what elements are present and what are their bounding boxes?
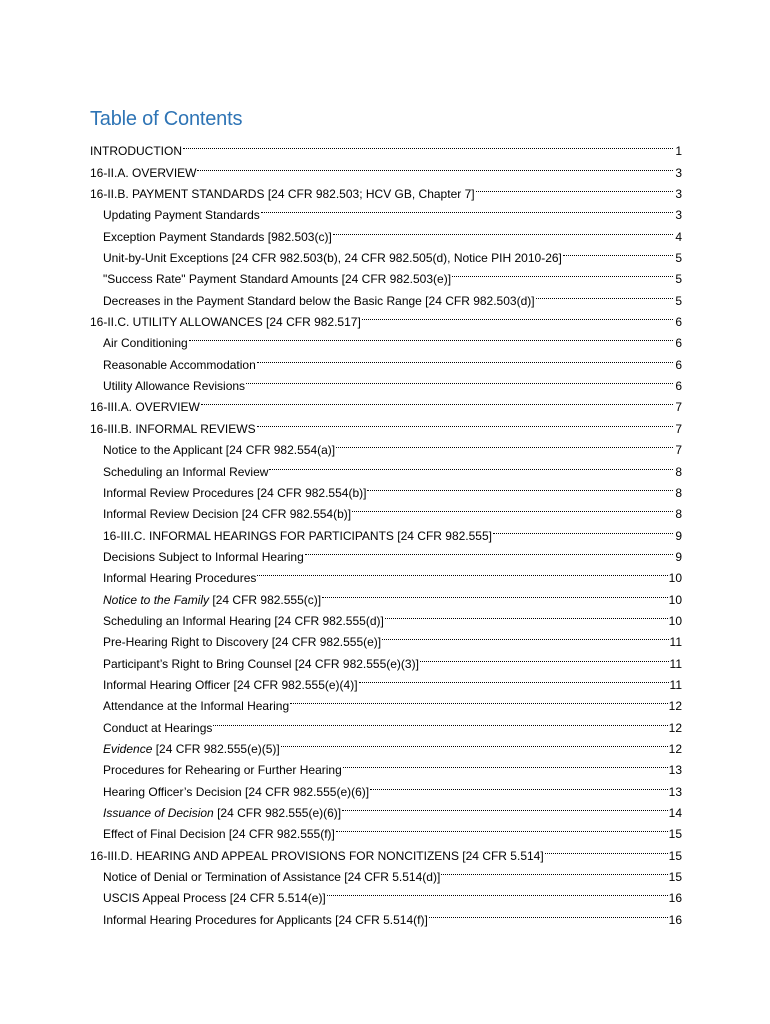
toc-entry-label-text: Air Conditioning bbox=[103, 336, 188, 351]
toc-page-number[interactable]: 12 bbox=[668, 720, 682, 735]
toc-entry-label[interactable] bbox=[103, 782, 369, 803]
toc-entry-label-text: Unit-by-Unit Exceptions [24 CFR 982.503(b), 24 CFR 982.505(d), Notice PIH 2010-26] bbox=[103, 251, 562, 266]
toc-entry-label[interactable] bbox=[103, 718, 212, 739]
toc-page-number[interactable]: 7 bbox=[675, 421, 682, 436]
toc-entry-label-text: Hearing Officer’s Decision [24 CFR 982.555(e)(6)] bbox=[103, 784, 370, 799]
toc-page-number[interactable]: 15 bbox=[668, 848, 682, 863]
toc-dot-leader bbox=[359, 668, 669, 689]
toc-dot-leader bbox=[563, 241, 673, 262]
toc-entry-label-text: Exception Payment Standards [982.503(c)] bbox=[103, 229, 332, 244]
toc-entry-label[interactable] bbox=[103, 739, 280, 760]
toc-page-number[interactable]: 7 bbox=[675, 443, 682, 458]
toc-entry-label-text: Informal Review Procedures [24 CFR 982.554(b)] bbox=[103, 485, 367, 500]
toc-page-number[interactable]: 11 bbox=[669, 656, 682, 671]
toc-dot-leader bbox=[370, 774, 668, 795]
toc-dot-leader bbox=[382, 625, 668, 646]
toc-page-number[interactable]: 6 bbox=[675, 379, 682, 394]
toc-entry-label[interactable] bbox=[103, 333, 188, 354]
toc-entry-label-text: [24 CFR 982.555(e)(6)] bbox=[213, 806, 342, 820]
toc-entry-label-text: Notice to the Applicant [24 CFR 982.554(a)] bbox=[103, 443, 336, 458]
toc-entry-label-text: 16-II.B. PAYMENT STANDARDS [24 CFR 982.503; HCV GB, Chapter 7] bbox=[90, 187, 475, 202]
toc-page-number[interactable]: 5 bbox=[675, 272, 682, 287]
toc-dot-leader bbox=[536, 283, 673, 304]
toc-entry-label-text: Participant’s Right to Bring Counsel [24 CFR 982.555(e)(3)] bbox=[103, 656, 419, 671]
toc-entry-label-text: 16-III.C. INFORMAL HEARINGS FOR PARTICIPANTS [24 CFR 982.555] bbox=[103, 528, 492, 543]
toc-entry-label-text: Decreases in the Payment Standard below the Basic Range [24 CFR 982.503(d)] bbox=[103, 293, 535, 308]
toc-entry-label[interactable] bbox=[103, 568, 256, 589]
toc-entry-label-text: Notice of Denial or Termination of Assistance [24 CFR 5.514(d)] bbox=[103, 870, 441, 885]
toc-entry-label-italic: Issuance of Decision bbox=[103, 806, 214, 820]
toc-page-number[interactable]: 6 bbox=[675, 357, 682, 372]
toc-entry-label[interactable] bbox=[103, 483, 366, 504]
toc-entry-label-text: 16-III.D. HEARING AND APPEAL PROVISIONS FOR NONCITIZENS [24 CFR 5.514] bbox=[90, 848, 544, 863]
toc-dot-leader bbox=[261, 198, 673, 219]
toc-entry-label-text: Decisions Subject to Informal Hearing bbox=[103, 549, 304, 564]
toc-entry-label[interactable] bbox=[103, 269, 451, 290]
toc-entry-label-text: [24 CFR 982.555(e)(5)] bbox=[152, 741, 280, 756]
toc-entry-label-text: Updating Payment Standards bbox=[103, 208, 260, 223]
toc-entry-label-text: Effect of Final Decision [24 CFR 982.555(f)] bbox=[103, 827, 335, 842]
toc-page-number[interactable]: 11 bbox=[669, 635, 682, 650]
toc-list bbox=[90, 134, 682, 927]
toc-page-number[interactable]: 8 bbox=[675, 507, 682, 522]
toc-entry-label[interactable] bbox=[103, 910, 428, 931]
toc-dot-leader bbox=[333, 219, 673, 240]
toc-dot-leader bbox=[246, 369, 673, 390]
toc-entry-label-text: Informal Hearing Procedures bbox=[103, 571, 257, 586]
toc-entry-label-text: "Success Rate" Payment Standard Amounts [24 CFR 982.503(e)] bbox=[103, 272, 452, 287]
toc-page-number[interactable]: 4 bbox=[675, 229, 682, 244]
toc-page-number[interactable]: 12 bbox=[668, 741, 682, 756]
toc-dot-leader bbox=[183, 134, 673, 155]
toc-page-number[interactable]: 10 bbox=[668, 571, 682, 586]
toc-dot-leader bbox=[343, 753, 668, 774]
toc-dot-leader bbox=[197, 155, 673, 176]
toc-entry-label-italic: Evidence bbox=[103, 741, 153, 756]
toc-dot-leader bbox=[257, 561, 667, 582]
toc-entry-label-text: Informal Hearing Officer [24 CFR 982.555(e)(4)] bbox=[103, 677, 358, 692]
toc-entry-label-italic: Notice to the Family bbox=[103, 592, 210, 607]
toc-heading: Table of Contents bbox=[90, 108, 243, 130]
toc-dot-leader bbox=[305, 540, 673, 561]
toc-dot-leader bbox=[327, 881, 668, 902]
toc-page-number[interactable]: 6 bbox=[675, 336, 682, 351]
toc-dot-leader bbox=[342, 796, 668, 817]
toc-page-number[interactable]: 14 bbox=[668, 806, 682, 820]
toc-entry-label[interactable] bbox=[90, 419, 256, 440]
toc-dot-leader bbox=[281, 732, 668, 753]
toc-entry-label-text: INTRODUCTION bbox=[90, 144, 182, 159]
toc-page-number[interactable]: 7 bbox=[675, 400, 682, 415]
toc-page-number[interactable]: 6 bbox=[675, 315, 682, 330]
toc-dot-leader bbox=[420, 646, 669, 667]
toc-page-number[interactable]: 16 bbox=[668, 912, 682, 927]
toc-entry-label-text: Informal Review Decision [24 CFR 982.554(b)] bbox=[103, 507, 352, 522]
toc-entry-label-text: Conduct at Hearings bbox=[103, 720, 213, 735]
toc-entry-label[interactable] bbox=[103, 803, 341, 824]
toc-entry-label-text: Scheduling an Informal Hearing [24 CFR 982.555(d)] bbox=[103, 613, 384, 628]
toc-dot-leader bbox=[269, 454, 673, 475]
toc-page-number[interactable]: 5 bbox=[675, 251, 682, 266]
toc-entry-label[interactable] bbox=[103, 611, 384, 632]
toc-entry-label[interactable] bbox=[103, 590, 321, 611]
toc-dot-leader bbox=[336, 817, 668, 838]
toc-dot-leader bbox=[189, 326, 673, 347]
toc-entry-label-text: Procedures for Rehearing or Further Hearing bbox=[103, 763, 342, 778]
toc-page-number[interactable]: 10 bbox=[668, 592, 682, 607]
toc-entry-label-text: Reasonable Accommodation bbox=[103, 357, 256, 372]
toc-page-number[interactable]: 1 bbox=[675, 144, 682, 159]
toc-page-number[interactable]: 10 bbox=[668, 613, 682, 628]
toc-entry-label-text: Utility Allowance Revisions bbox=[103, 379, 246, 394]
toc-entry-label[interactable] bbox=[90, 141, 182, 162]
toc-entry-label-text: Pre-Hearing Right to Discovery [24 CFR 982.555(e)] bbox=[103, 635, 382, 650]
toc-entry-label[interactable] bbox=[103, 504, 351, 525]
toc-page-number[interactable]: 13 bbox=[668, 784, 682, 799]
toc-entry-label[interactable] bbox=[90, 397, 200, 418]
toc-entry-label[interactable] bbox=[103, 227, 332, 248]
toc-dot-leader bbox=[367, 476, 673, 497]
toc-dot-leader bbox=[213, 710, 667, 731]
toc-dot-leader bbox=[429, 902, 668, 923]
toc-page-number[interactable]: 8 bbox=[675, 464, 682, 479]
toc-dot-leader bbox=[452, 262, 673, 283]
toc-entry-label[interactable] bbox=[103, 888, 326, 909]
toc-page-number[interactable]: 9 bbox=[675, 549, 682, 564]
toc-entry-label[interactable] bbox=[103, 824, 335, 845]
toc-entry-label-text: 16-II.C. UTILITY ALLOWANCES [24 CFR 982.517] bbox=[90, 315, 361, 330]
toc-entry-label-text: Scheduling an Informal Review bbox=[103, 464, 269, 479]
toc-dot-leader bbox=[201, 390, 673, 411]
toc-dot-leader bbox=[322, 582, 668, 603]
toc-dot-leader bbox=[290, 689, 668, 710]
toc-page-number[interactable]: 5 bbox=[675, 293, 682, 308]
toc-entry-label-text: 16-III.B. INFORMAL REVIEWS bbox=[90, 421, 256, 436]
toc-entry-label-text: [24 CFR 982.555(c)] bbox=[209, 592, 322, 607]
toc-page-number[interactable]: 3 bbox=[675, 187, 682, 202]
toc-dot-leader bbox=[352, 497, 673, 518]
toc-dot-leader bbox=[257, 411, 673, 432]
toc-page-number[interactable]: 15 bbox=[668, 827, 682, 842]
toc-entry-label[interactable] bbox=[103, 462, 268, 483]
toc-entry-label-text: Informal Hearing Procedures for Applicants [24 CFR 5.514(f)] bbox=[103, 912, 428, 927]
toc-entry-label-text: 16-II.A. OVERVIEW bbox=[90, 165, 197, 180]
toc-dot-leader bbox=[476, 177, 673, 198]
toc-dot-leader bbox=[336, 433, 673, 454]
toc-page-number[interactable]: 3 bbox=[675, 165, 682, 180]
toc-page-number[interactable]: 9 bbox=[675, 528, 682, 543]
toc-dot-leader bbox=[257, 347, 673, 368]
toc-entry-label[interactable] bbox=[90, 163, 196, 184]
toc-page-number[interactable]: 11 bbox=[669, 677, 682, 692]
toc-dot-leader bbox=[493, 518, 673, 539]
toc-dot-leader bbox=[385, 604, 668, 625]
toc-page-number[interactable]: 12 bbox=[668, 699, 682, 714]
toc-dot-leader bbox=[441, 860, 667, 881]
toc-page-number[interactable]: 16 bbox=[668, 891, 682, 906]
toc-entry-label-text: Attendance at the Informal Hearing bbox=[103, 699, 290, 714]
toc-page-number[interactable]: 15 bbox=[668, 870, 682, 885]
toc-dot-leader bbox=[362, 305, 673, 326]
toc-entry-label-text: USCIS Appeal Process [24 CFR 5.514(e)] bbox=[103, 891, 326, 906]
toc-entry-label[interactable] bbox=[103, 205, 260, 226]
toc-entry[interactable] bbox=[90, 134, 682, 159]
toc-entry-label[interactable] bbox=[103, 632, 381, 653]
toc-entry-label[interactable] bbox=[103, 760, 342, 781]
toc-entry-label[interactable] bbox=[103, 355, 256, 376]
toc-page-number[interactable]: 3 bbox=[675, 208, 682, 223]
toc-dot-leader bbox=[545, 838, 668, 859]
toc-page-number[interactable]: 13 bbox=[668, 763, 682, 778]
toc-page-number[interactable]: 8 bbox=[675, 485, 682, 500]
toc-entry-label-text: 16-III.A. OVERVIEW bbox=[90, 400, 200, 415]
